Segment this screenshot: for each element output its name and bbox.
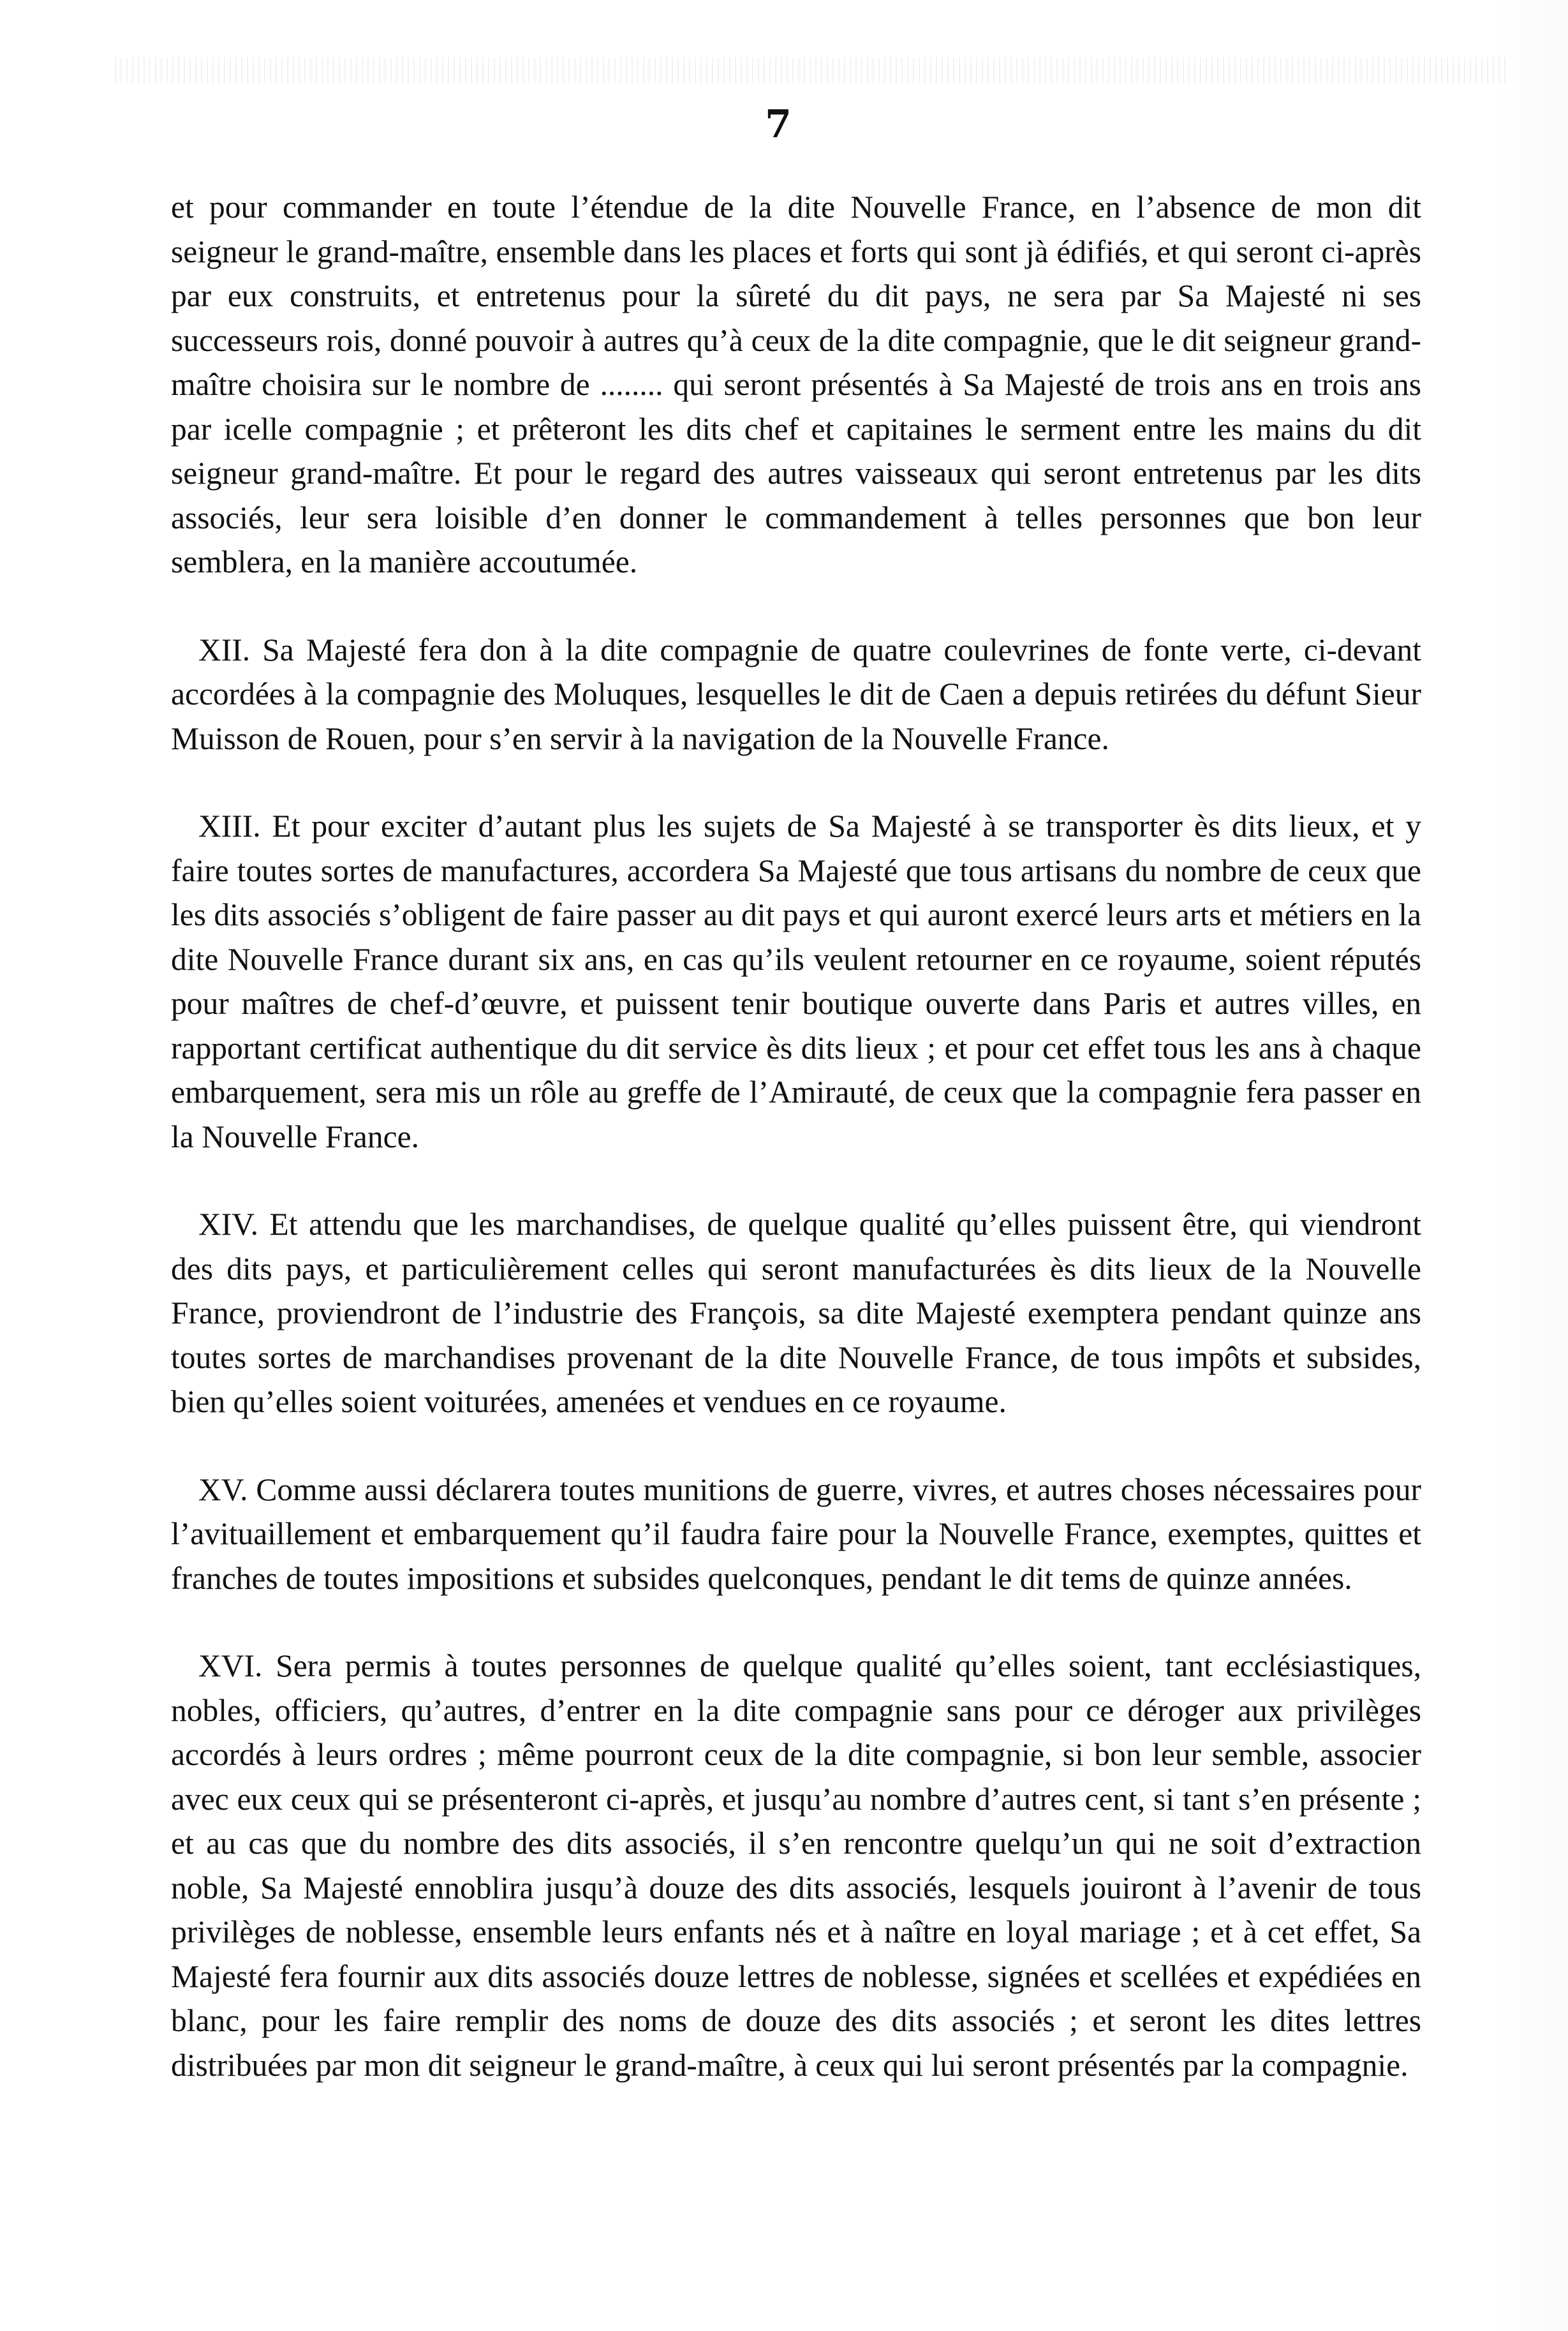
scan-edge-shadow	[1491, 0, 1568, 2331]
scan-noise	[115, 57, 1505, 83]
page-number: 7	[765, 102, 792, 147]
article-xv: XV. Comme aussi déclarera toutes munitions de guerre, vivres, et autres choses nécessaires pour l’avituaillement et embarquement qu’il faudra faire pour la Nouvelle France, exemptes, quittes et franches de toutes impositions et subsides quelconques, pendant le dit tems de quinze années.	[171, 1471, 1421, 1596]
article-xii: XII. Sa Majesté fera don à la dite compagnie de quatre coulevrines de fonte verte, ci-devant accordées à la compagnie des Moluques, lesquelles le dit de Caen a depuis retirées du défunt Sieur Muisson de Rouen, pour s’en servir à la navigation de la Nouvelle France.	[171, 632, 1421, 756]
body-text	[171, 185, 1421, 2087]
article-xiii: XIII. Et pour exciter d’autant plus les sujets de Sa Majesté à se transporter ès dits lieux, et y faire toutes sortes de manufactures, accordera Sa Majesté que tous artisans du nombre de ceux que les dits associés s’obligent de faire passer au dit pays et qui auront exercé leurs arts et métiers en la dite Nouvelle France durant six ans, en cas qu’ils veulent retourner en ce royaume, soient réputés pour maîtres de chef-d’œuvre, et puissent tenir boutique ouverte dans Paris et autres villes, en rapportant certificat authentique du dit service ès dits lieux ; et pour cet effet tous les ans à chaque embarquement, sera mis un rôle au greffe de l’Amirauté, de ceux que la compagnie fera passer en la Nouvelle France.	[171, 808, 1421, 1154]
article-xiv: XIV. Et attendu que les marchandises, de quelque qualité qu’elles puissent être, qui viendront des dits pays, et particulièrement celles qui seront manufacturées ès dits lieux de la Nouvelle France, proviendront de l’industrie des François, sa dite Majesté exemptera pendant quinze ans toutes sortes de marchandises provenant de la dite Nouvelle France, de tous impôts et subsides, bien qu’elles soient voiturées, amenées et vendues en ce royaume.	[171, 1207, 1421, 1419]
article-xvi: XVI. Sera permis à toutes personnes de quelque qualité qu’elles soient, tant ecclésiastiques, nobles, officiers, qu’autres, d’entrer en la dite compagnie sans pour ce déroger aux privilèges accordés à leurs ordres ; même pourront ceux de la dite compagnie, si bon leur semble, associer avec eux ceux qui se présenteront ci-après, et jusqu’au nombre d’autres cent, si tant s’en présente ; et au cas que du nombre des dits associés, il s’en rencontre quelqu’un qui ne soit d’extraction noble, Sa Majesté ennoblira jusqu’à douze des dits associés, lesquels jouiront à l’avenir de tous privilèges de noblesse, ensemble leurs enfants nés et à naître en loyal mariage ; et à cet effet, Sa Majesté fera fournir aux dits associés douze lettres de noblesse, signées et scellées et expédiées en blanc, pour les faire remplir des noms de douze des dits associés ; et seront les dites lettres distribuées par mon dit seigneur le grand-maître, à ceux qui lui seront présentés par la compagnie.	[171, 1648, 1421, 2083]
paragraph-continuation: et pour commander en toute l’étendue de la dite Nouvelle France, en l’absence de mon dit seigneur le grand-maître, ensemble dans les places et forts qui sont jà édifiés, et qui seront ci-après par eux construits, et entretenus pour la sûreté du dit pays, ne sera par Sa Majesté ni ses successeurs rois, donné pouvoir à autres qu’à ceux de la dite compagnie, que le dit seigneur grand-maître choisira sur le nombre de ........ qui seront présentés à Sa Majesté de trois ans en trois ans par icelle compagnie ; et prêteront les dits chef et capitaines le serment entre les mains du dit seigneur grand-maître. Et pour le regard des autres vaisseaux qui seront entretenus par les dits associés, leur sera loisible d’en donner le commandement à telles personnes que bon leur semblera, en la manière accoutumée.	[171, 190, 1421, 579]
